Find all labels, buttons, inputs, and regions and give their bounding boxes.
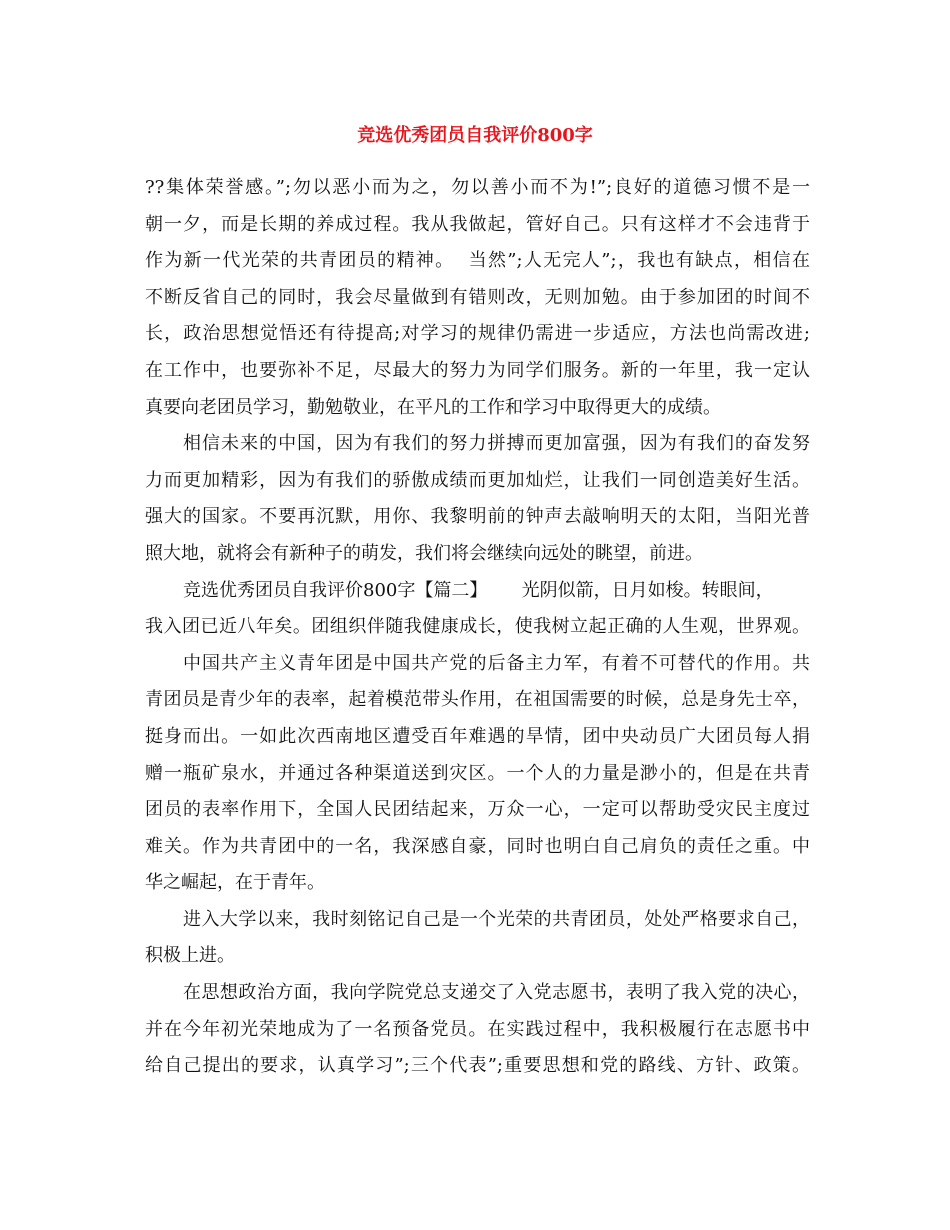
document-title: 竞选优秀团员自我评价800字 <box>357 125 593 146</box>
text-line: 挺身而出。一如此次西南地区遭受百年难遇的旱情，团中央动员广大团员每人捐 <box>145 725 810 747</box>
paragraph-start-line: 在思想政治方面，我向学院党总支递交了入党志愿书，表明了我入党的决心， <box>183 982 810 1004</box>
text-line: 赠一瓶矿泉水，并通过各种渠道送到灾区。一个人的力量是渺小的，但是在共青 <box>145 762 810 784</box>
text-line: 真要向老团员学习，勤勉敬业，在平凡的工作和学习中取得更大的成绩。 <box>145 396 721 418</box>
text-line: 力而更加精彩，因为有我们的骄傲成绩而更加灿烂，让我们一同创造美好生活。 <box>145 469 810 491</box>
paragraph-start-line: 相信未来的中国，因为有我们的努力拼搏而更加富强，因为有我们的奋发努 <box>183 433 810 455</box>
text-line: 团员的表率作用下，全国人民团结起来，万众一心，一定可以帮助受灾民主度过 <box>145 799 810 821</box>
text-line: 给自己提出的要求，认真学习”;三个代表”;重要思想和党的路线、方针、政策。 <box>145 1055 810 1077</box>
paragraph-start-line: 中国共产主义青年团是中国共产党的后备主力军，有着不可替代的作用。共 <box>183 652 810 674</box>
document-body <box>145 170 810 1085</box>
text-line: 照大地，就将会有新种子的萌发，我们将会继续向远处的眺望，前进。 <box>145 542 703 564</box>
text-line: 难关。作为共青团中的一名，我深感自豪，同时也明白自己肩负的责任之重。中 <box>145 835 810 857</box>
text-line: 并在今年初光荣地成为了一名预备党员。在实践过程中，我积极履行在志愿书中 <box>145 1018 810 1040</box>
text-line: 华之崛起，在于青年。 <box>145 872 325 894</box>
text-line: 积极上进。 <box>145 945 235 967</box>
text-line: 强大的国家。不要再沉默，用你、我黎明前的钟声去敲响明天的太阳，当阳光普 <box>145 506 810 528</box>
text-line: 在工作中，也要弥补不足，尽最大的努力为同学们服务。新的一年里，我一定认 <box>145 359 810 381</box>
text-line: 作为新一代光荣的共青团员的精神。 当然”;人无完人”;，我也有缺点，相信在 <box>145 250 810 272</box>
text-line: 长，政治思想觉悟还有待提高;对学习的规律仍需进一步适应，方法也尚需改进; <box>145 323 810 345</box>
text-line: 青团员是青少年的表率，起着模范带头作用，在祖国需要的时候，总是身先士卒， <box>145 689 810 711</box>
text-line: 朝一夕，而是长期的养成过程。我从我做起，管好自己。只有这样才不会违背于 <box>145 213 810 235</box>
text-line: 不断反省自己的同时，我会尽量做到有错则改，无则加勉。由于参加团的时间不 <box>145 286 810 308</box>
text-line: ??集体荣誉感。”;勿以恶小而为之，勿以善小而不为!”;良好的道德习惯不是一 <box>145 177 810 198</box>
text-line: 我入团已近八年矣。团组织伴随我健康成长，使我树立起正确的人生观，世界观。 <box>145 616 810 638</box>
paragraph-start-line: 竞选优秀团员自我评价800字【篇二】 光阴似箭，日月如梭。转眼间， <box>183 579 774 601</box>
paragraph-start-line: 进入大学以来，我时刻铭记自己是一个光荣的共青团员，处处严格要求自己， <box>183 908 810 930</box>
